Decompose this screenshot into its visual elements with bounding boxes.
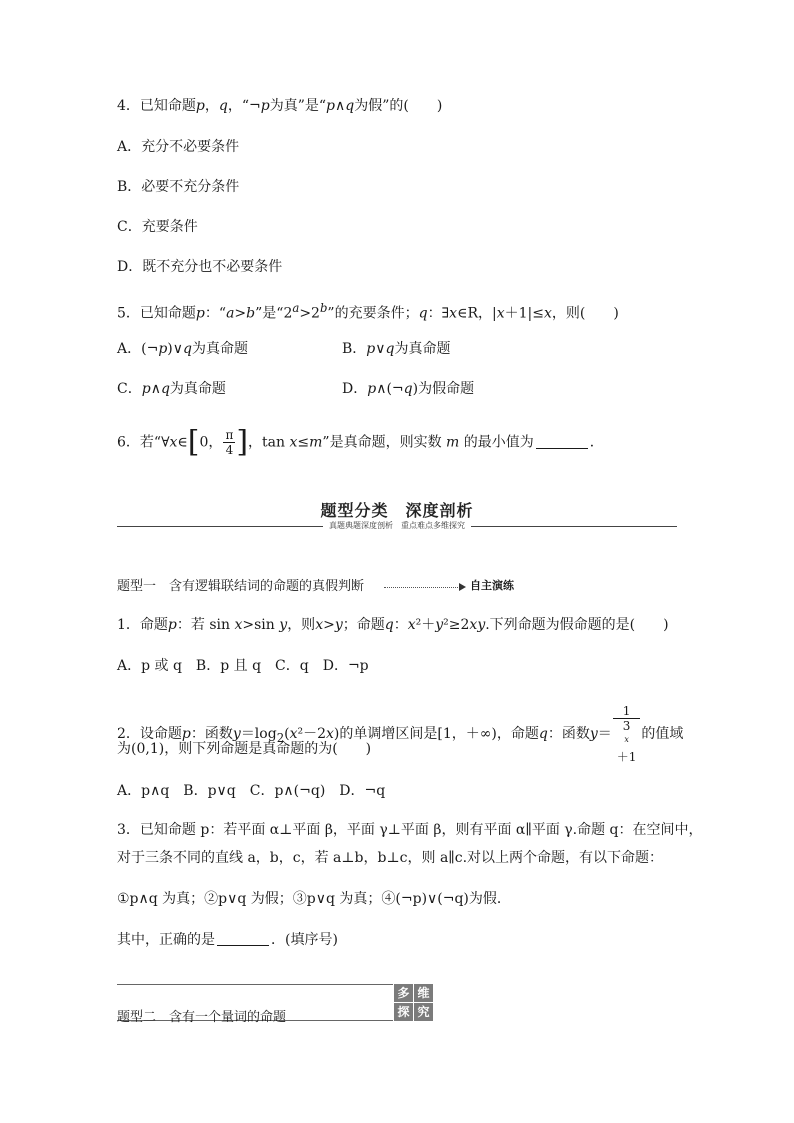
q5-option-a: A．(¬p)∨q为真命题 — [117, 341, 248, 357]
t1q3-line2: 对于三条不同的直线 a，b，c，若 a⊥b，b⊥c，则 a∥c.对以上两个命题，有以下命题： — [117, 850, 664, 866]
badge-char: 多 — [394, 984, 413, 1002]
t1q1-options: A．p 或 q B．p 且 q C．q D．¬p — [117, 658, 369, 674]
t1q3-line1: 3．已知命题 p：若平面 α⊥平面 β，平面 γ⊥平面 β，则有平面 α∥平面 γ.命题 q：在空间中， — [117, 822, 703, 838]
section-title: 题型分类 深度剖析 — [320, 501, 474, 520]
t1q3-line3: ①p∧q 为真；②p∨q 为假；③p∨q 为真；④(¬p)∨(¬q)为假． — [117, 891, 511, 907]
q4-option-b: B．必要不充分条件 — [117, 179, 240, 195]
t1q2-options: A．p∧q B．p∨q C．p∧(¬q) D．¬q — [117, 783, 386, 799]
q6-stem: 6．若“∀x∈[0， $\frac{\pi}{4}$ ]，tan x≤m”是真命题，则实数 m 的最小值为 ． — [117, 424, 604, 460]
q5-option-d: D．p∧(¬q)为假命题 — [342, 381, 475, 397]
q5-stem: 5．已知命题p：“a>b”是“$2^a>2^b$”的充要条件；q：∃x∈R，|x＋1|≤x，则( ) — [117, 301, 619, 322]
t1q2-stem: 2．设命题p：函数$y=\log_2(x^2-2x)$的单调增区间是[1，＋∞)，命题q：函数y＝ 1 3 $^x$ ＋1 的值域 — [117, 704, 684, 764]
topic1-title: 题型一 含有逻辑联结词的命题的真假判断 — [117, 579, 365, 594]
t1q1-stem: 1．命题p：若 sin x>sin y，则x>y；命题q：x²＋y²≥2xy.下列命题为假命题的是( ) — [117, 617, 669, 633]
q5-option-b: B．p∨q为真命题 — [342, 341, 451, 357]
multi-explore-badge — [394, 984, 434, 1022]
q4-option-d: D．既不充分也不必要条件 — [117, 259, 283, 275]
topic2-rule-top — [117, 984, 393, 985]
topic2-title: 题型二 含有一个量词的命题 — [117, 1010, 287, 1025]
q5-option-c: C．p∧q为真命题 — [117, 381, 226, 397]
answer-blank[interactable] — [217, 931, 269, 946]
t1q3-line4: 其中，正确的是 ．(填序号) — [117, 932, 338, 948]
badge-char: 维 — [414, 984, 433, 1002]
arrow-right-icon — [459, 583, 466, 591]
section-subtitle: 真题典题深度剖析 重点难点多维探究 — [0, 520, 794, 531]
bracket-right: ] — [236, 424, 249, 460]
q4-stem: 4．已知命题p，q，“¬p为真”是“p∧q为假”的( ) — [117, 98, 443, 114]
badge-char: 探 — [394, 1003, 413, 1021]
self-practice-tag: 自主演练 — [470, 579, 514, 592]
t1q2-stem-line2: 为(0,1)，则下列命题是真命题的为( ) — [117, 741, 372, 757]
bracket-left: [ — [187, 424, 200, 460]
q4-option-a: A．充分不必要条件 — [117, 139, 240, 155]
q4-option-c: C．充要条件 — [117, 219, 198, 235]
badge-char: 究 — [414, 1003, 433, 1021]
pi-over-4: $\frac{\pi}{4}$ — [225, 428, 234, 457]
dotted-leader — [384, 587, 460, 588]
answer-blank[interactable] — [536, 434, 588, 449]
fraction-1-over-3x-plus-1: 1 3 $^x$ ＋1 — [613, 704, 641, 764]
